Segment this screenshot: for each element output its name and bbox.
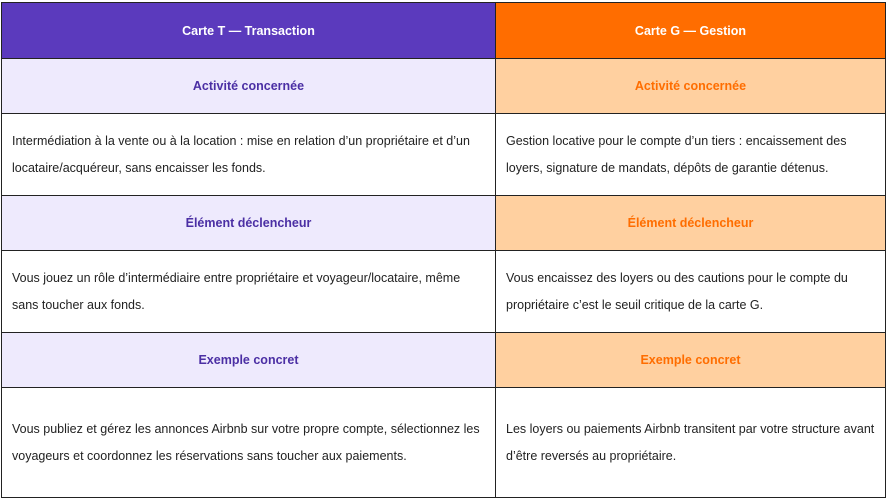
section-text-t: Vous jouez un rôle d’intermédiaire entre propriétaire et voyageur/locataire, même sans toucher aux fonds. <box>2 251 496 333</box>
section-heading-row <box>2 59 886 114</box>
section-label-t: Exemple concret <box>2 333 496 388</box>
section-content-row <box>2 251 886 333</box>
section-label-t: Élément déclencheur <box>2 196 496 251</box>
section-content-row <box>2 388 886 498</box>
section-text-g: Les loyers ou paiements Airbnb transitent par votre structure avant d’être reversés au propriétaire. <box>496 388 886 498</box>
header-carte-g: Carte G — Gestion <box>496 3 886 59</box>
section-text-t: Intermédiation à la vente ou à la location : mise en relation d’un propriétaire et d’un locataire/acquéreur, sans encaisser les fonds. <box>2 114 496 196</box>
section-label-g: Élément déclencheur <box>496 196 886 251</box>
section-text-g: Vous encaissez des loyers ou des cautions pour le compte du propriétaire c’est le seuil critique de la carte G. <box>496 251 886 333</box>
section-label-t: Activité concernée <box>2 59 496 114</box>
section-heading-row <box>2 333 886 388</box>
section-text-g: Gestion locative pour le compte d’un tiers : encaissement des loyers, signature de mandats, dépôts de garantie détenus. <box>496 114 886 196</box>
header-row <box>2 3 886 59</box>
section-label-g: Exemple concret <box>496 333 886 388</box>
section-heading-row <box>2 196 886 251</box>
header-carte-t: Carte T — Transaction <box>2 3 496 59</box>
section-text-t: Vous publiez et gérez les annonces Airbnb sur votre propre compte, sélectionnez les voyageurs et coordonnez les réservations sans toucher aux paiements. <box>2 388 496 498</box>
section-content-row <box>2 114 886 196</box>
comparison-table <box>1 2 886 498</box>
section-label-g: Activité concernée <box>496 59 886 114</box>
